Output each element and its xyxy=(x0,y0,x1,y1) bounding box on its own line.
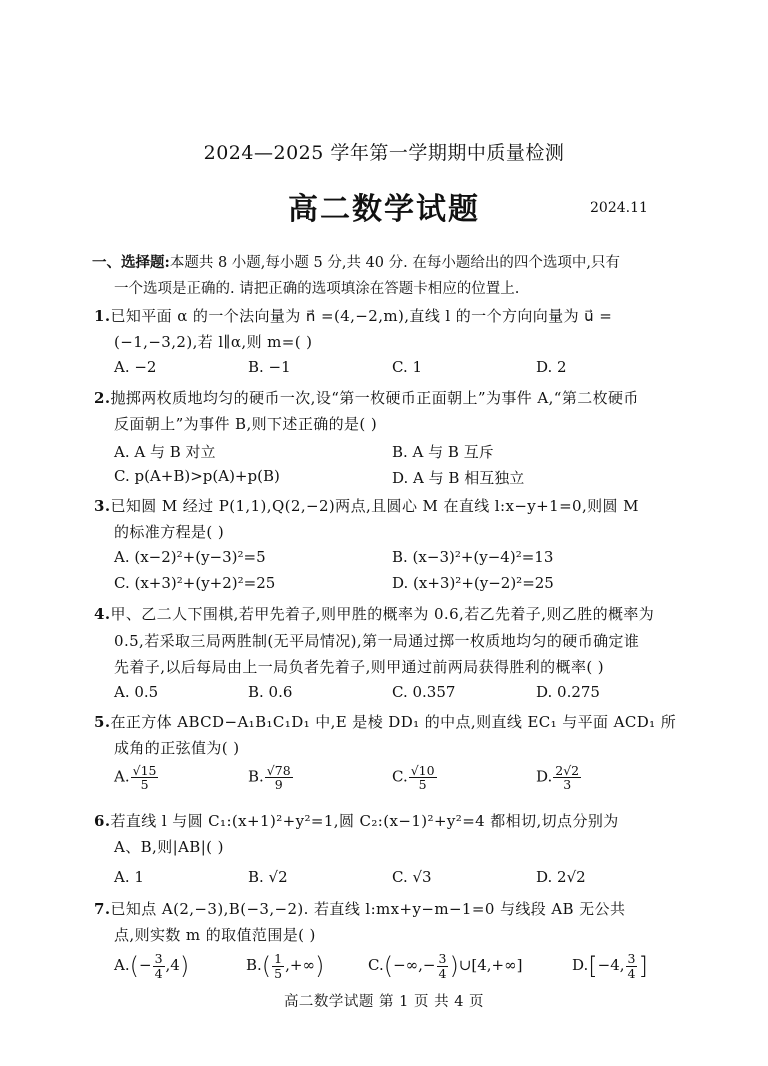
question-1-line2: (−1,−3,2),若 l∥α,则 m=( ) xyxy=(114,333,313,351)
option-text: ,+∞ xyxy=(285,956,315,974)
question-3-number: 3. xyxy=(94,497,111,515)
numerator: √10 xyxy=(410,763,435,778)
numerator: 3 xyxy=(154,951,163,967)
question-6-line1 xyxy=(94,810,619,831)
question-2-number: 2. xyxy=(94,389,111,407)
question-1-option-b: B. −1 xyxy=(248,358,291,376)
question-3-line2: 的标准方程是( ) xyxy=(114,523,225,541)
question-4-option-a: A. 0.5 xyxy=(114,683,159,701)
denominator: 4 xyxy=(154,965,163,981)
option-letter: A. xyxy=(114,956,130,974)
question-5-number: 5. xyxy=(94,713,111,731)
option-letter: A. xyxy=(114,767,130,786)
close-paren: ) xyxy=(179,952,190,980)
question-7-text: 已知点 A(2,−3),B(−3,−2). 若直线 l:mx+y−m−1=0 与线段 AB 无公共 xyxy=(110,900,626,918)
question-7-line1 xyxy=(94,898,625,919)
exam-subtitle: 2024—2025 学年第一学期期中质量检测 xyxy=(203,142,565,164)
fraction xyxy=(626,952,638,979)
question-2-line1 xyxy=(94,387,639,408)
question-4-text: 甲、乙二人下围棋,若甲先着子,则甲胜的概率为 0.6,若乙先着子,则乙胜的概率为 xyxy=(110,605,655,623)
question-3-line1 xyxy=(94,495,639,516)
denominator: 5 xyxy=(274,965,283,981)
option-letter: D. xyxy=(536,767,553,786)
question-3-text: 已知圆 M 经过 P(1,1),Q(2,−2)两点,且圆心 M 在直线 l:x−y+1=0,则圆 M xyxy=(110,497,639,515)
question-1-text: 已知平面 α 的一个法向量为 n⃗ =(4,−2,m),直线 l 的一个方向向量为 u⃗ = xyxy=(110,307,613,325)
question-4-line2: 0.5,若采取三局两胜制(无平局情况),第一局通过掷一枚质地均匀的硬币确定谁 xyxy=(114,632,640,650)
question-5-option-d xyxy=(536,764,582,791)
question-3-option-c: C. (x+3)²+(y+2)²=25 xyxy=(114,574,276,592)
numerator: √78 xyxy=(266,763,291,778)
fraction xyxy=(553,764,581,791)
question-3-option-b: B. (x−3)²+(y−4)²=13 xyxy=(392,548,554,566)
denominator: 5 xyxy=(140,777,149,793)
question-5-option-a xyxy=(114,764,159,791)
open-bracket: [ xyxy=(588,952,598,980)
option-letter: C. xyxy=(392,767,408,786)
question-4-option-c: C. 0.357 xyxy=(392,683,456,701)
option-text: ,4 xyxy=(165,956,180,974)
exam-title: 高二数学试题 xyxy=(288,192,480,227)
question-4-number: 4. xyxy=(94,605,111,623)
option-text: −∞,− xyxy=(393,956,436,974)
question-2-option-d: D. A 与 B 相互独立 xyxy=(392,469,525,487)
question-6-option-d: D. 2√2 xyxy=(536,868,586,886)
section-instructions-line1 xyxy=(92,251,620,272)
section-text-1: 本题共 8 小题,每小题 5 分,共 40 分. 在每小题给出的四个选项中,只有 xyxy=(169,255,620,271)
page-footer: 高二数学试题 第 1 页 共 4 页 xyxy=(283,994,485,1010)
question-6-option-c: C. √3 xyxy=(392,868,432,886)
question-4-option-b: B. 0.6 xyxy=(248,683,293,701)
question-1-option-a: A. −2 xyxy=(114,358,157,376)
denominator: 3 xyxy=(563,777,572,793)
fraction xyxy=(409,764,437,791)
fraction xyxy=(131,764,159,791)
question-5-line1 xyxy=(94,711,676,732)
fraction xyxy=(272,952,284,979)
question-2-option-b: B. A 与 B 互斥 xyxy=(392,443,494,461)
question-5-text: 在正方体 ABCD−A₁B₁C₁D₁ 中,E 是棱 DD₁ 的中点,则直线 EC₁ 与平面 ACD₁ 所 xyxy=(110,713,677,731)
option-letter: B. xyxy=(248,767,264,786)
question-5-option-b xyxy=(248,764,294,791)
option-text: ∪[4,+∞] xyxy=(458,956,523,974)
question-5-line2: 成角的正弦值为( ) xyxy=(114,739,240,757)
question-1-number: 1. xyxy=(94,307,111,325)
denominator: 4 xyxy=(438,965,447,981)
numerator: 3 xyxy=(627,951,636,967)
fraction xyxy=(153,952,165,979)
question-4-line3: 先着子,以后每局由上一局负者先着子,则甲通过前两局获得胜利的概率( ) xyxy=(114,658,605,676)
question-6-option-b: B. √2 xyxy=(248,868,288,886)
question-3-option-d: D. (x+3)²+(y−2)²=25 xyxy=(392,574,554,592)
section-instructions-line2: 一个选项是正确的. 请把正确的选项填涂在答题卡相应的位置上. xyxy=(114,281,520,297)
numerator: 3 xyxy=(438,951,447,967)
question-4-option-d: D. 0.275 xyxy=(536,683,600,701)
question-2-text: 抛掷两枚质地均匀的硬币一次,设“第一枚硬币正面朝上”为事件 A,“第二枚硬币 xyxy=(110,389,639,407)
denominator: 5 xyxy=(418,777,427,793)
option-letter: C. xyxy=(368,956,384,974)
denominator: 9 xyxy=(274,777,283,793)
question-7-option-a xyxy=(114,952,189,980)
question-7-option-b xyxy=(246,952,324,980)
fraction xyxy=(437,952,449,979)
question-7-line2: 点,则实数 m 的取值范围是( ) xyxy=(114,926,316,944)
question-7-number: 7. xyxy=(94,900,111,918)
close-bracket: ] xyxy=(638,952,648,980)
question-6-number: 6. xyxy=(94,812,111,830)
question-6-line2: A、B,则|AB|( ) xyxy=(114,838,224,856)
question-1-option-d: D. 2 xyxy=(536,358,567,376)
question-6-option-a: A. 1 xyxy=(114,868,144,886)
numerator: 2√2 xyxy=(555,763,580,778)
question-3-option-a: A. (x−2)²+(y−3)²=5 xyxy=(114,548,266,566)
open-paren: ( xyxy=(129,952,139,980)
question-7-option-c xyxy=(368,952,522,980)
numerator: √15 xyxy=(132,763,157,778)
option-text: − xyxy=(138,956,152,974)
question-2-option-c: C. p(A+B)>p(A)+p(B) xyxy=(114,467,280,485)
question-2-option-a: A. A 与 B 对立 xyxy=(114,443,216,461)
question-4-line1 xyxy=(94,603,654,624)
option-letter: D. xyxy=(572,956,589,974)
exam-date: 2024.11 xyxy=(590,200,648,216)
open-paren: ( xyxy=(383,952,394,980)
option-letter: B. xyxy=(246,956,262,974)
question-7-option-d xyxy=(572,952,648,980)
section-heading: 一、选择题: xyxy=(92,254,170,271)
question-5-option-c xyxy=(392,764,438,791)
close-paren: ) xyxy=(449,952,459,980)
open-paren: ( xyxy=(261,952,272,980)
option-text: −4, xyxy=(597,956,625,974)
question-6-text: 若直线 l 与圆 C₁:(x+1)²+y²=1,圆 C₂:(x−1)²+y²=4 都相切,切点分别为 xyxy=(110,812,619,830)
close-paren: ) xyxy=(314,952,325,980)
denominator: 4 xyxy=(627,965,636,981)
question-2-line2: 反面朝上”为事件 B,则下述正确的是( ) xyxy=(114,415,378,433)
numerator: 1 xyxy=(274,951,283,967)
fraction xyxy=(265,764,293,791)
question-1-line1 xyxy=(94,305,612,326)
question-1-option-c: C. 1 xyxy=(392,358,423,376)
